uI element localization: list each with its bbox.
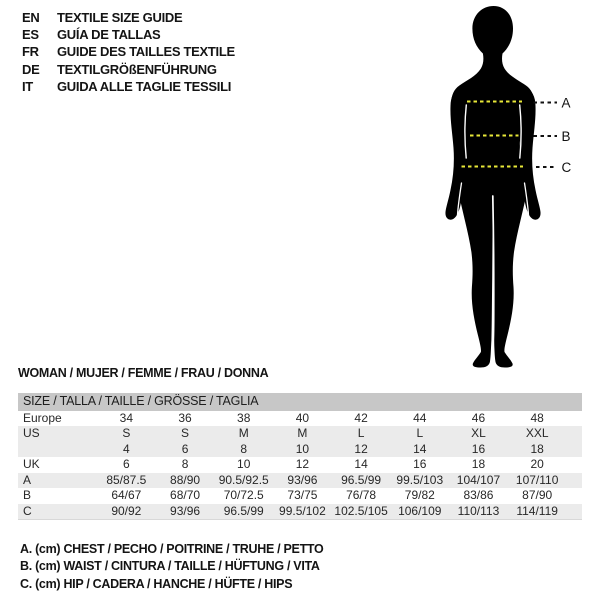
size-row-a <box>18 473 582 489</box>
legend-line-c: C. (cm) HIP / CADERA / HANCHE / HÜFTE / HIPS <box>20 576 293 591</box>
language-title: GUIDA ALLE TAGLIE TESSILI <box>57 78 232 94</box>
size-cell: 87/90 <box>522 488 553 502</box>
language-code: EN <box>22 10 40 26</box>
size-cell: 12 <box>295 457 310 471</box>
measurement-legend <box>20 542 323 594</box>
size-cell: 10 <box>237 457 251 471</box>
size-cell: 68/70 <box>170 488 201 502</box>
size-cell: 93/96 <box>287 472 318 487</box>
size-cell: 6 <box>181 441 189 456</box>
size-row-c <box>18 504 582 520</box>
size-cell: 110/113 <box>457 503 500 518</box>
measure-label-a: A <box>561 95 571 111</box>
size-cell: 90.5/92.5 <box>218 472 269 487</box>
size-row-us-numeric <box>18 442 582 458</box>
size-cell: 107/110 <box>515 472 559 487</box>
size-cell: 8 <box>181 457 189 471</box>
size-cell: M <box>297 426 308 440</box>
size-cell: 114/119 <box>516 503 558 518</box>
legend-line-a: A. (cm) CHEST / PECHO / POITRINE / TRUHE / PETTO <box>20 542 324 556</box>
size-row-b <box>18 488 582 504</box>
size-cell: L <box>357 426 365 440</box>
size-cell: 16 <box>413 457 427 471</box>
language-code: DE <box>22 61 40 77</box>
size-cell: 99.5/103 <box>396 472 444 487</box>
language-title: TEXTILGRÖßENFÜHRUNG <box>57 61 217 77</box>
size-cell: 93/96 <box>170 503 201 518</box>
size-cell: 79/82 <box>404 488 435 502</box>
row-label: A <box>23 472 32 487</box>
language-code: ES <box>22 27 39 43</box>
size-cell: S <box>122 426 131 440</box>
size-cell: M <box>238 426 249 440</box>
size-table <box>18 393 582 520</box>
size-cell: 73/75 <box>287 488 318 502</box>
size-cell: 14 <box>354 457 368 471</box>
size-row-europe <box>18 411 582 427</box>
language-title: GUIDE DES TAILLES TEXTILE <box>57 44 235 60</box>
size-cell: 4 <box>123 441 130 456</box>
size-cell: 90/92 <box>111 503 142 518</box>
language-title: GUÍA DE TALLAS <box>57 27 161 43</box>
size-cell: 99.5/102 <box>279 503 326 518</box>
size-cell: 64/67 <box>111 488 142 502</box>
size-cell: 16 <box>471 441 486 456</box>
size-cell: 38 <box>237 410 251 425</box>
size-cell: 48 <box>530 410 544 425</box>
size-cell: 20 <box>530 457 544 471</box>
size-row-us <box>18 426 582 442</box>
size-cell: 88/90 <box>170 472 201 487</box>
size-cell: S <box>181 426 190 440</box>
row-label: Europe <box>23 410 62 425</box>
size-cell: 96.5/99 <box>341 472 382 487</box>
size-cell: 83/86 <box>463 488 494 502</box>
row-label <box>18 442 97 458</box>
size-cell: 104/107 <box>456 472 501 487</box>
size-cell: 10 <box>295 441 310 456</box>
size-cell: XXL <box>525 426 549 440</box>
language-title: TEXTILE SIZE GUIDE <box>57 10 183 26</box>
size-cell: 18 <box>471 457 486 471</box>
size-cell: 12 <box>354 441 368 456</box>
section-title: WOMAN / MUJER / FEMME / FRAU / DONNA <box>18 366 269 380</box>
row-label: C <box>23 503 32 518</box>
size-cell: 85/87.5 <box>106 472 147 487</box>
language-code: IT <box>22 78 33 94</box>
size-cell: 76/78 <box>346 488 377 502</box>
size-cell: L <box>416 426 424 440</box>
woman-silhouette-body <box>451 6 534 368</box>
measure-label-c: C <box>561 160 572 175</box>
row-label: UK <box>23 457 40 471</box>
size-cell: 36 <box>178 410 192 425</box>
size-cell: 18 <box>530 441 544 456</box>
size-cell: 42 <box>354 410 368 425</box>
size-cell: 40 <box>295 410 310 425</box>
size-table-rows <box>18 411 582 520</box>
row-label: US <box>23 426 40 440</box>
size-cell: 96.5/99 <box>223 503 264 518</box>
size-row-uk <box>18 457 582 473</box>
size-cell: 106/109 <box>398 503 442 518</box>
measure-label-b: B <box>561 129 571 144</box>
size-cell: 70/72.5 <box>223 488 264 502</box>
size-cell: 6 <box>123 457 130 471</box>
size-cell: 34 <box>119 410 134 425</box>
size-cell: XL <box>471 426 486 440</box>
size-cell: 44 <box>413 410 427 425</box>
size-cell: 8 <box>240 441 248 456</box>
size-cell: 14 <box>413 441 427 456</box>
legend-line-b: B. (cm) WAIST / CINTURA / TAILLE / HÜFTUNG / VITA <box>20 559 320 574</box>
size-table-header: SIZE / TALLA / TAILLE / GRÖSSE / TAGLIA <box>18 393 582 411</box>
size-cell: 102.5/105 <box>334 503 388 518</box>
language-code: FR <box>22 44 39 60</box>
size-cell: 46 <box>471 410 486 425</box>
row-label: B <box>23 488 32 502</box>
